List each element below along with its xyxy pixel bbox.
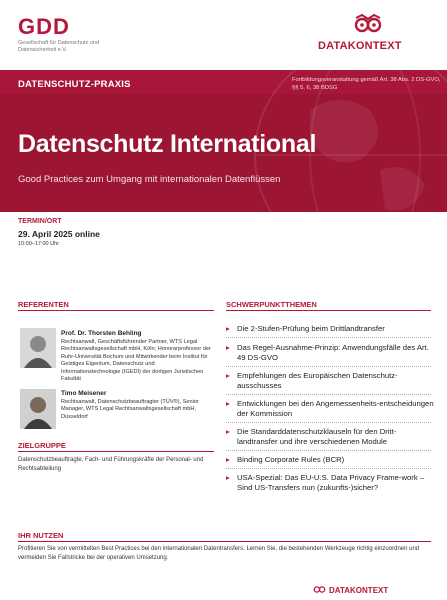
page-subtitle: Good Practices zum Umgang mit internationalen Datenflüssen	[18, 174, 281, 185]
topics-heading: SCHWERPUNKTTHEMEN	[226, 300, 317, 309]
bullet-icon: ▸	[226, 473, 230, 482]
bullet-icon: ▸	[226, 324, 230, 333]
divider	[18, 310, 214, 311]
speaker-description: Rechtsanwalt, Geschäftsführender Partner, WTS Legal Rechtsanwaltsgesellschaft mbH, Köln; Honorarprofessor der Ruhr-Universität Bochum und Mitwirkender beim Institut für Geistiges Eigentum, Datenschutz und Informationstechnologie (IGEDI) der dortigen Juristischen Fakultät	[61, 339, 211, 383]
divider	[226, 422, 431, 423]
speaker-description: Rechtsanwalt, Datenschutzbeauftragter (TÜV®), Senior Manager, WTS Legal Rechtsanwaltsgesellschaft mbH, Düsseldorf	[61, 399, 199, 420]
topic-item: ▸ Binding Corporate Rules (BCR)	[226, 455, 345, 464]
divider	[18, 541, 431, 542]
datakontext-owl-icon	[353, 14, 383, 36]
benefit-text: Profitieren Sie von vermittelten Best Practices bei den internationalen Datentransfers. Lernen Sie, die bestehenden Werkzeuge richtig einzuordnen und vermeiden Sie Fallstricke bei der operativen Umsetzung.	[18, 546, 420, 561]
divider	[226, 310, 431, 311]
training-note: Fortbildungsveranstaltung gemäß Art. 38 Abs. 2 DS-GVO, §§ 5, 6, 38 BDSG	[292, 77, 441, 91]
divider	[226, 450, 431, 451]
benefit-heading: IHR NUTZEN	[18, 531, 64, 540]
event-time: 10:00–17:00 Uhr	[18, 241, 59, 247]
bullet-icon: ▸	[226, 343, 230, 352]
speaker-name: Timo Meisener	[61, 390, 107, 397]
series-label: DATENSCHUTZ-PRAXIS	[18, 79, 131, 90]
divider	[226, 366, 431, 367]
topic-item: ▸ Die Standarddatenschutzklauseln für den Dritt-landtransfer und ihre verschiedenen Module	[226, 427, 397, 446]
divider	[226, 468, 431, 469]
event-date: 29. April 2025 online	[18, 229, 100, 239]
title-banner	[0, 70, 447, 212]
page-title: Datenschutz International	[18, 130, 317, 158]
bullet-icon: ▸	[226, 371, 230, 380]
bullet-icon: ▸	[226, 399, 230, 408]
event-heading: TERMIN/ORT	[18, 218, 62, 225]
gdd-subline: Gesellschaft für Datenschutz und Datensicherheit e.V.	[18, 40, 100, 53]
divider	[226, 337, 431, 338]
speaker-name: Prof. Dr. Thorsten Behling	[61, 330, 142, 337]
topic-item: ▸ Die 2-Stufen-Prüfung beim Drittlandtransfer	[226, 324, 385, 333]
topic-item: ▸ Entwicklungen bei den Angemessenheits-entscheidungen der Kommission	[226, 399, 434, 418]
datakontext-logo: DATAKONTEXT	[318, 40, 402, 52]
audience-heading: ZIELGRUPPE	[18, 441, 66, 450]
topic-item: ▸ Das Regel-Ausnahme-Prinzip: Anwendungsfälle des Art. 49 DS-GVO	[226, 343, 429, 362]
datakontext-owl-icon	[313, 584, 326, 595]
topic-item: ▸ Empfehlungen des Europäischen Datenschutz-ausschusses	[226, 371, 398, 390]
speakers-heading: REFERENTEN	[18, 300, 69, 309]
divider	[226, 394, 431, 395]
bullet-icon: ▸	[226, 455, 230, 464]
bullet-icon: ▸	[226, 427, 230, 436]
footer-logo: DATAKONTEXT	[329, 586, 389, 595]
topic-item: ▸ USA-Spezial: Das EU-U.S. Data Privacy Frame-work – Sind US-Transfers nun (zukunfts-)sicher?	[226, 473, 425, 492]
divider	[18, 451, 214, 452]
speaker-photo	[20, 389, 56, 429]
gdd-logo: GDD	[18, 14, 70, 39]
speaker-photo	[20, 328, 56, 368]
audience-text: Datenschutzbeauftragte, Fach- und Führungskräfte der Personal- und Rechtsabteilung	[18, 457, 204, 472]
